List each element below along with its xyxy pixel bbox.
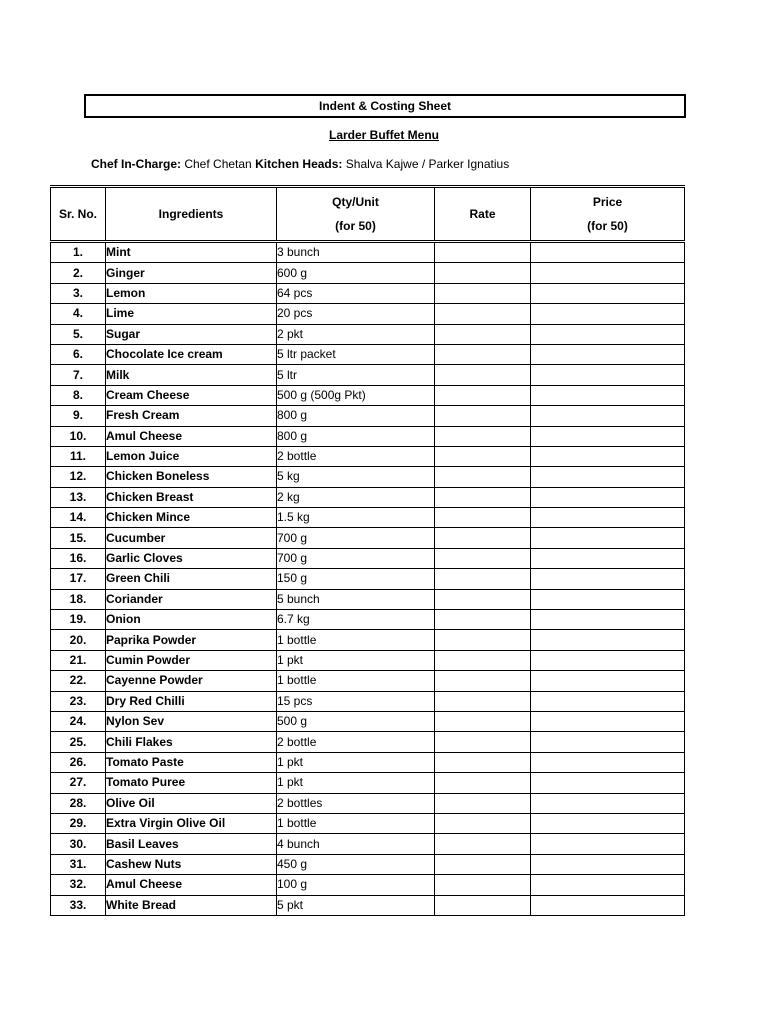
table-row: [51, 793, 685, 813]
table-row: [51, 711, 685, 731]
row-ingredient: Amul Cheese: [106, 426, 277, 446]
row-ingredient: Olive Oil: [106, 793, 277, 813]
row-ingredient: Mint: [106, 242, 277, 263]
row-price: [531, 528, 685, 548]
row-rate: [435, 691, 531, 711]
heads-names: Shalva Kajwe / Parker Ignatius: [345, 157, 510, 171]
table-row: [51, 487, 685, 507]
row-rate: [435, 344, 531, 364]
chef-name: Chef Chetan: [184, 157, 252, 171]
table-row: [51, 426, 685, 446]
row-ingredient: Cream Cheese: [106, 385, 277, 405]
row-ingredient: Milk: [106, 365, 277, 385]
row-sr-no: 20.: [51, 630, 106, 650]
row-qty-unit: 100 g: [277, 875, 435, 895]
row-price: [531, 385, 685, 405]
row-ingredient: Coriander: [106, 589, 277, 609]
table-row: [51, 650, 685, 670]
row-sr-no: 9.: [51, 406, 106, 426]
row-price: [531, 406, 685, 426]
row-rate: [435, 487, 531, 507]
row-ingredient: Chocolate Ice cream: [106, 344, 277, 364]
heads-label: Kitchen Heads:: [255, 157, 343, 171]
row-price: [531, 487, 685, 507]
row-qty-unit: 700 g: [277, 548, 435, 568]
row-rate: [435, 569, 531, 589]
row-price: [531, 446, 685, 466]
table-row: [51, 385, 685, 405]
row-ingredient: Tomato Puree: [106, 773, 277, 793]
row-price: [531, 324, 685, 344]
row-price: [531, 630, 685, 650]
row-price: [531, 508, 685, 528]
row-ingredient: Sugar: [106, 324, 277, 344]
row-qty-unit: 6.7 kg: [277, 610, 435, 630]
row-ingredient: Dry Red Chilli: [106, 691, 277, 711]
table-row: [51, 283, 685, 303]
row-sr-no: 10.: [51, 426, 106, 446]
row-ingredient: Paprika Powder: [106, 630, 277, 650]
row-ingredient: Amul Cheese: [106, 875, 277, 895]
row-rate: [435, 283, 531, 303]
table-row: [51, 467, 685, 487]
row-price: [531, 650, 685, 670]
row-qty-unit: 1 pkt: [277, 752, 435, 772]
table-header: [51, 187, 685, 242]
row-qty-unit: 2 bottle: [277, 446, 435, 466]
row-rate: [435, 630, 531, 650]
row-price: [531, 548, 685, 568]
row-price: [531, 365, 685, 385]
row-sr-no: 26.: [51, 752, 106, 772]
row-ingredient: Lemon Juice: [106, 446, 277, 466]
row-price: [531, 589, 685, 609]
table-row: [51, 834, 685, 854]
row-ingredient: Nylon Sev: [106, 711, 277, 731]
row-ingredient: Onion: [106, 610, 277, 630]
row-rate: [435, 752, 531, 772]
row-sr-no: 2.: [51, 263, 106, 283]
table-row: [51, 752, 685, 772]
row-qty-unit: 64 pcs: [277, 283, 435, 303]
row-qty-unit: 2 kg: [277, 487, 435, 507]
row-rate: [435, 610, 531, 630]
header-rate: Rate: [435, 187, 531, 242]
row-ingredient: Ginger: [106, 263, 277, 283]
table-row: [51, 304, 685, 324]
row-sr-no: 18.: [51, 589, 106, 609]
row-qty-unit: 1.5 kg: [277, 508, 435, 528]
row-price: [531, 467, 685, 487]
table-row: [51, 242, 685, 263]
table-row: [51, 365, 685, 385]
row-rate: [435, 834, 531, 854]
row-sr-no: 31.: [51, 854, 106, 874]
row-sr-no: 3.: [51, 283, 106, 303]
row-ingredient: Lemon: [106, 283, 277, 303]
row-qty-unit: 20 pcs: [277, 304, 435, 324]
row-qty-unit: 1 bottle: [277, 813, 435, 833]
row-sr-no: 17.: [51, 569, 106, 589]
row-rate: [435, 467, 531, 487]
row-qty-unit: 2 bottles: [277, 793, 435, 813]
row-price: [531, 569, 685, 589]
row-price: [531, 732, 685, 752]
table-row: [51, 446, 685, 466]
table-row: [51, 895, 685, 915]
row-sr-no: 21.: [51, 650, 106, 670]
row-rate: [435, 895, 531, 915]
row-rate: [435, 773, 531, 793]
row-price: [531, 610, 685, 630]
row-qty-unit: 1 bottle: [277, 671, 435, 691]
row-ingredient: Cayenne Powder: [106, 671, 277, 691]
table-row: [51, 610, 685, 630]
row-price: [531, 834, 685, 854]
row-sr-no: 15.: [51, 528, 106, 548]
header-price: [531, 187, 685, 242]
row-rate: [435, 304, 531, 324]
row-rate: [435, 324, 531, 344]
row-sr-no: 16.: [51, 548, 106, 568]
header-sr-no: Sr. No.: [51, 187, 106, 242]
row-price: [531, 854, 685, 874]
row-qty-unit: 2 pkt: [277, 324, 435, 344]
table-row: [51, 548, 685, 568]
row-qty-unit: 1 pkt: [277, 650, 435, 670]
row-price: [531, 263, 685, 283]
row-sr-no: 24.: [51, 711, 106, 731]
row-rate: [435, 589, 531, 609]
header-price-line1: Price: [592, 195, 623, 209]
table-row: [51, 263, 685, 283]
row-sr-no: 33.: [51, 895, 106, 915]
row-sr-no: 1.: [51, 242, 106, 263]
row-price: [531, 691, 685, 711]
row-sr-no: 32.: [51, 875, 106, 895]
row-price: [531, 426, 685, 446]
row-qty-unit: 15 pcs: [277, 691, 435, 711]
row-price: [531, 304, 685, 324]
row-ingredient: Fresh Cream: [106, 406, 277, 426]
row-qty-unit: 800 g: [277, 406, 435, 426]
row-qty-unit: 800 g: [277, 426, 435, 446]
row-ingredient: Green Chili: [106, 569, 277, 589]
row-sr-no: 23.: [51, 691, 106, 711]
row-qty-unit: 700 g: [277, 528, 435, 548]
row-sr-no: 5.: [51, 324, 106, 344]
row-sr-no: 22.: [51, 671, 106, 691]
row-qty-unit: 2 bottle: [277, 732, 435, 752]
row-qty-unit: 500 g: [277, 711, 435, 731]
table-row: [51, 875, 685, 895]
table-row: [51, 854, 685, 874]
table-row: [51, 589, 685, 609]
row-ingredient: Chicken Breast: [106, 487, 277, 507]
row-rate: [435, 406, 531, 426]
row-ingredient: Garlic Cloves: [106, 548, 277, 568]
row-sr-no: 11.: [51, 446, 106, 466]
row-ingredient: Basil Leaves: [106, 834, 277, 854]
table-row: [51, 528, 685, 548]
row-sr-no: 8.: [51, 385, 106, 405]
table-row: [51, 813, 685, 833]
row-qty-unit: 1 bottle: [277, 630, 435, 650]
row-price: [531, 773, 685, 793]
row-sr-no: 4.: [51, 304, 106, 324]
document-title: Indent & Costing Sheet: [84, 94, 686, 118]
row-rate: [435, 446, 531, 466]
table-row: [51, 324, 685, 344]
row-sr-no: 6.: [51, 344, 106, 364]
table-row: [51, 732, 685, 752]
row-rate: [435, 671, 531, 691]
row-price: [531, 875, 685, 895]
row-rate: [435, 732, 531, 752]
row-price: [531, 752, 685, 772]
row-rate: [435, 650, 531, 670]
row-rate: [435, 813, 531, 833]
row-rate: [435, 385, 531, 405]
row-qty-unit: 1 pkt: [277, 773, 435, 793]
table-row: [51, 773, 685, 793]
header-ingredients: Ingredients: [106, 187, 277, 242]
row-ingredient: Chicken Mince: [106, 508, 277, 528]
row-price: [531, 793, 685, 813]
row-qty-unit: 500 g (500g Pkt): [277, 385, 435, 405]
row-sr-no: 27.: [51, 773, 106, 793]
row-qty-unit: 150 g: [277, 569, 435, 589]
row-rate: [435, 263, 531, 283]
table-body: [51, 242, 685, 916]
table-row: [51, 406, 685, 426]
row-sr-no: 30.: [51, 834, 106, 854]
row-rate: [435, 548, 531, 568]
row-rate: [435, 426, 531, 446]
row-sr-no: 28.: [51, 793, 106, 813]
row-qty-unit: 450 g: [277, 854, 435, 874]
header-qty-line1: Qty/Unit: [332, 195, 379, 209]
row-qty-unit: 5 bunch: [277, 589, 435, 609]
row-rate: [435, 528, 531, 548]
row-rate: [435, 793, 531, 813]
row-ingredient: Extra Virgin Olive Oil: [106, 813, 277, 833]
costing-table: [50, 185, 685, 916]
row-sr-no: 7.: [51, 365, 106, 385]
row-sr-no: 14.: [51, 508, 106, 528]
row-qty-unit: 3 bunch: [277, 242, 435, 263]
row-price: [531, 344, 685, 364]
row-ingredient: White Bread: [106, 895, 277, 915]
row-ingredient: Cashew Nuts: [106, 854, 277, 874]
header-price-line2: (for 50): [587, 219, 628, 233]
row-sr-no: 19.: [51, 610, 106, 630]
row-ingredient: Cumin Powder: [106, 650, 277, 670]
row-ingredient: Cucumber: [106, 528, 277, 548]
row-qty-unit: 5 ltr packet: [277, 344, 435, 364]
row-price: [531, 711, 685, 731]
row-qty-unit: 4 bunch: [277, 834, 435, 854]
row-sr-no: 25.: [51, 732, 106, 752]
row-rate: [435, 242, 531, 263]
row-ingredient: Chicken Boneless: [106, 467, 277, 487]
row-price: [531, 895, 685, 915]
table-row: [51, 630, 685, 650]
row-qty-unit: 5 pkt: [277, 895, 435, 915]
header-qty-line2: (for 50): [335, 219, 376, 233]
header-qty-unit: [277, 187, 435, 242]
row-rate: [435, 508, 531, 528]
table-row: [51, 344, 685, 364]
row-price: [531, 242, 685, 263]
table-row: [51, 691, 685, 711]
row-sr-no: 13.: [51, 487, 106, 507]
row-ingredient: Chili Flakes: [106, 732, 277, 752]
table-row: [51, 508, 685, 528]
table-row: [51, 569, 685, 589]
row-sr-no: 29.: [51, 813, 106, 833]
row-ingredient: Lime: [106, 304, 277, 324]
row-qty-unit: 5 kg: [277, 467, 435, 487]
row-rate: [435, 711, 531, 731]
row-sr-no: 12.: [51, 467, 106, 487]
table-row: [51, 671, 685, 691]
row-ingredient: Tomato Paste: [106, 752, 277, 772]
staff-line: [91, 157, 509, 171]
row-qty-unit: 5 ltr: [277, 365, 435, 385]
row-rate: [435, 365, 531, 385]
row-rate: [435, 875, 531, 895]
chef-label: Chef In-Charge:: [91, 157, 181, 171]
row-price: [531, 283, 685, 303]
menu-subtitle: Larder Buffet Menu: [328, 128, 439, 142]
row-qty-unit: 600 g: [277, 263, 435, 283]
row-price: [531, 813, 685, 833]
row-rate: [435, 854, 531, 874]
row-price: [531, 671, 685, 691]
